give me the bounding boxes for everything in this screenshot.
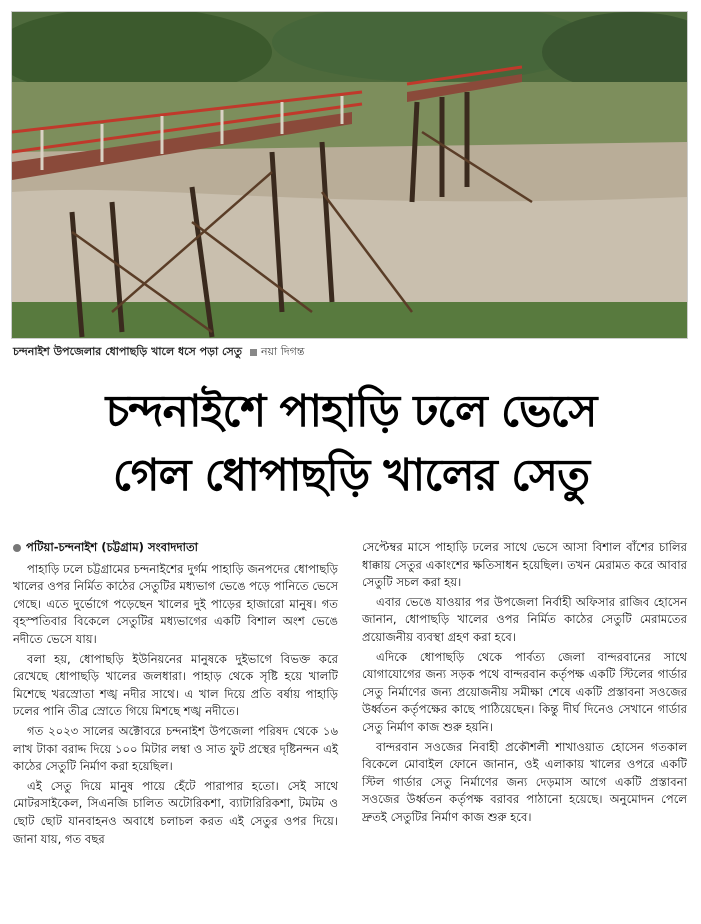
article-column-right [362,539,687,829]
bridge-photo-illustration [12,12,687,338]
byline [13,539,338,557]
news-photo [11,11,688,339]
paragraph: বলা হয়, ধোপাছড়ি ইউনিয়নের মানুষকে দুইভাগে বিভক্ত করে রেখেছে ধোপাছড়ি খালের জলধারা। পাহাড় থেকে সৃষ্টি হয়ে খালটি মিশেছে খরস্রোতা শঙ্খ নদীর সাথে। এ খাল দিয়ে প্রতি বর্ষায় পাহাড়ি ঢলের পানি তীব্র স্রোতে গিয়ে মিশছে শঙ্খ নদীতে। [13,651,338,719]
headline [11,380,691,508]
photo-credit: নয়া দিগন্ত [260,345,305,358]
headline-line-2: গেল ধোপাছড়ি খালের সেতু [112,450,590,501]
bullet-dot-icon [13,544,21,552]
photo-caption [13,343,673,362]
headline-line-1: চন্দনাইশে পাহাড়ি ঢলে ভেসে [105,386,597,437]
paragraph: এদিকে ধোপাছড়ি থেকে পার্বত্য জেলা বান্দরবানের সাথে যোগাযোগের জন্য সড়ক পথে বান্দরবান কর্তৃপক্ষ একটি স্টিলের গার্ডার সেতু নির্মাণের জন্য প্রয়োজনীয় সমীক্ষা শেষে একটি প্রস্তাবনা সওজের উর্ধ্বতন কর্তৃপক্ষের কাছে পাঠিয়েছেন। কিন্তু দীর্ঘ দিনেও সেখানে গার্ডার সেতু নির্মাণ কাজ শুরু হয়নি। [362,649,687,734]
paragraph: গত ২০২৩ সালের অক্টোবরে চন্দনাইশ উপজেলা পরিষদ থেকে ১৬ লাখ টাকা বরাদ্দ দিয়ে ১০০ মিটার লম্বা ও সাত ফুট প্রস্থের দৃষ্টিনন্দন এই কাঠের সেতুটি নির্মাণ করা হয়েছিল। [13,723,338,774]
caption-text: চন্দনাইশ উপজেলার ধোপাছড়ি খালে ধসে পড়া সেতু [13,345,242,358]
square-bullet-icon [250,349,257,356]
paragraph: এবার ভেঙে যাওয়ার পর উপজেলা নির্বাহী অফিসার রাজিব হোসেন জানান, ধোপাছড়ি খালের ওপর নির্মিত কাঠের সেতুটি মেরামতের প্রয়োজনীয় ব্যবস্থা গ্রহণ করা হবে। [362,594,687,644]
article-column-left [13,539,338,850]
paragraph: পাহাড়ি ঢলে চট্টগ্রামের চন্দনাইশের দুর্গম পাহাড়ি জনপদের ধোপাছড়ি খালের ওপর নির্মিত কাঠের সেতুটির মধ্যভাগ ভেঙে পড়ে পানিতে ভেসে গেছে। এতে দুর্ভোগে পড়েছেন খালের দুই পাড়ের হাজারো মানুষ। গত বৃহস্পতিবার বিকেলে সেতুটির মধ্যভাগের একটি বিশাল অংশ ভেঙে নদীতে ভেসে যায়। [13,561,338,646]
paragraph: এই সেতু দিয়ে মানুষ পায়ে হেঁটে পারাপার হতো। সেই সাথে মোটরসাইকেল, সিএনজি চালিত অটোরিকশা, ব্যাটারিরিকশা, টমটম ও ছোট ছোট যানবাহনও অবাধে চলাচল করত এই সেতুর ওপর দিয়ে। জানা যায়, গত বছর [13,778,338,846]
paragraph: বান্দরবান সওজের নিবাহী প্রকৌশলী শাখাওয়াত হোসেন গতকাল বিকেলে মোবাইল ফোনে জানান, ওই এলাকায় খালের ওপরে একটি স্টিল গার্ডার সেতু নির্মাণের জন্য দেড়মাস আগে একটি প্রস্তাবনা সওজের উর্ধ্বতন কর্তৃপক্ষ বরাবর পাঠানো হয়েছে। অনুমোদন পেলে দ্রুতই সেতুটির নির্মাণ কাজ শুরু হবে। [362,739,687,824]
byline-text: পটিয়া-চন্দনাইশ (চট্টগ্রাম) সংবাদদাতা [26,540,199,554]
paragraph: সেপ্টেম্বর মাসে পাহাড়ি ঢলের সাথে ভেসে আসা বিশাল বাঁশের চালির ধাক্কায় সেতুর একাংশের ক্ষতিসাধন হয়েছিল। তখন মেরামত করে আবার সেতুটি সচল করা হয়। [362,540,687,590]
